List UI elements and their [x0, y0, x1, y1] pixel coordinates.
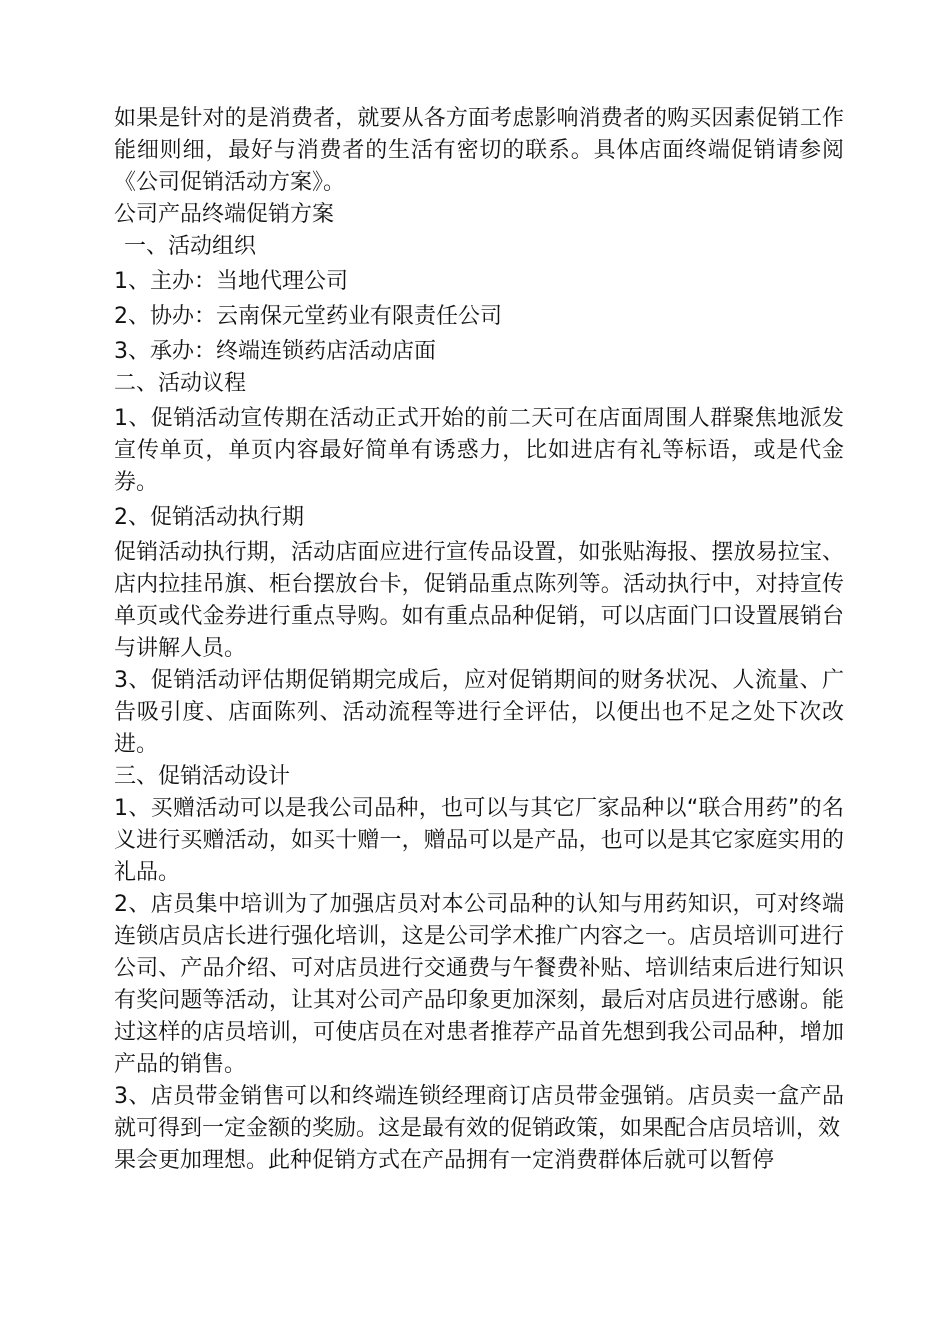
agenda-item-execution-heading: 2、促销活动执行期: [114, 505, 304, 530]
design-item-training: 2、店员集中培训为了加强店员对本公司品种的认知与用药知识，可对终端连锁店员店长进行强化培训，这是公司学术推广内容之一。店员培训可进行公司、产品介绍、可对店员进行交通费与午餐费补贴、培训结束后进行知识有奖问题等活动，让其对公司产品印象更加深刻，最后对店员进行感谢。能过这样的店员培训，可使店员在对患者推荐产品首先想到我公司品种，增加产品的销售。: [114, 892, 844, 1077]
undertaker-item: 3、承办：终端连锁药店活动店面: [114, 339, 436, 364]
agenda-item-publicity: 1、促销活动宣传期在活动正式开始的前二天可在店面周围人群聚焦地派发宣传单页，单页内容最好简单有诱惑力，比如进店有礼等标语，或是代金券。: [114, 406, 844, 495]
organizer-item: 1、主办：当地代理公司: [114, 269, 348, 294]
document-page: [114, 103, 844, 1177]
design-item-gift: 1、买赠活动可以是我公司品种，也可以与其它厂家品种以“联合用药”的名义进行买赠活动，如买十赠一，赠品可以是产品，也可以是其它家庭实用的礼品。: [114, 796, 844, 885]
section-heading-organization: 一、活动组织: [124, 234, 257, 259]
agenda-item-evaluation: 3、促销活动评估期促销期完成后，应对促销期间的财务状况、人流量、广告吸引度、店面陈列、活动流程等进行全评估，以便出也不足之处下次改进。: [114, 668, 844, 757]
section-heading-design: 三、促销活动设计: [114, 764, 291, 789]
intro-paragraph: 如果是针对的是消费者，就要从各方面考虑影响消费者的购买因素促销工作能细则细，最好与消费者的生活有密切的联系。具体店面终端促销请参阅《公司促销活动方案》。: [114, 106, 844, 195]
agenda-item-execution-body: 促销活动执行期，活动店面应进行宣传品设置，如张贴海报、摆放易拉宝、店内拉挂吊旗、柜台摆放台卡，促销品重点陈列等。活动执行中，对持宣传单页或代金券进行重点导购。如有重点品种促销，可以店面门口设置展销台与讲解人员。: [114, 540, 844, 661]
plan-title: 公司产品终端促销方案: [114, 202, 335, 227]
design-item-commission: 3、店员带金销售可以和终端连锁经理商订店员带金强销。店员卖一盒产品就可得到一定金额的奖励。这是最有效的促销政策，如果配合店员培训，效: [114, 1084, 844, 1141]
section-heading-agenda: 二、活动议程: [114, 371, 247, 396]
co-organizer-item: 2、协办：云南保元堂药业有限责任公司: [114, 304, 502, 329]
continuation-line: 果会更加理想。此种促销方式在产品拥有一定消费群体后就可以暂停: [114, 1148, 775, 1173]
